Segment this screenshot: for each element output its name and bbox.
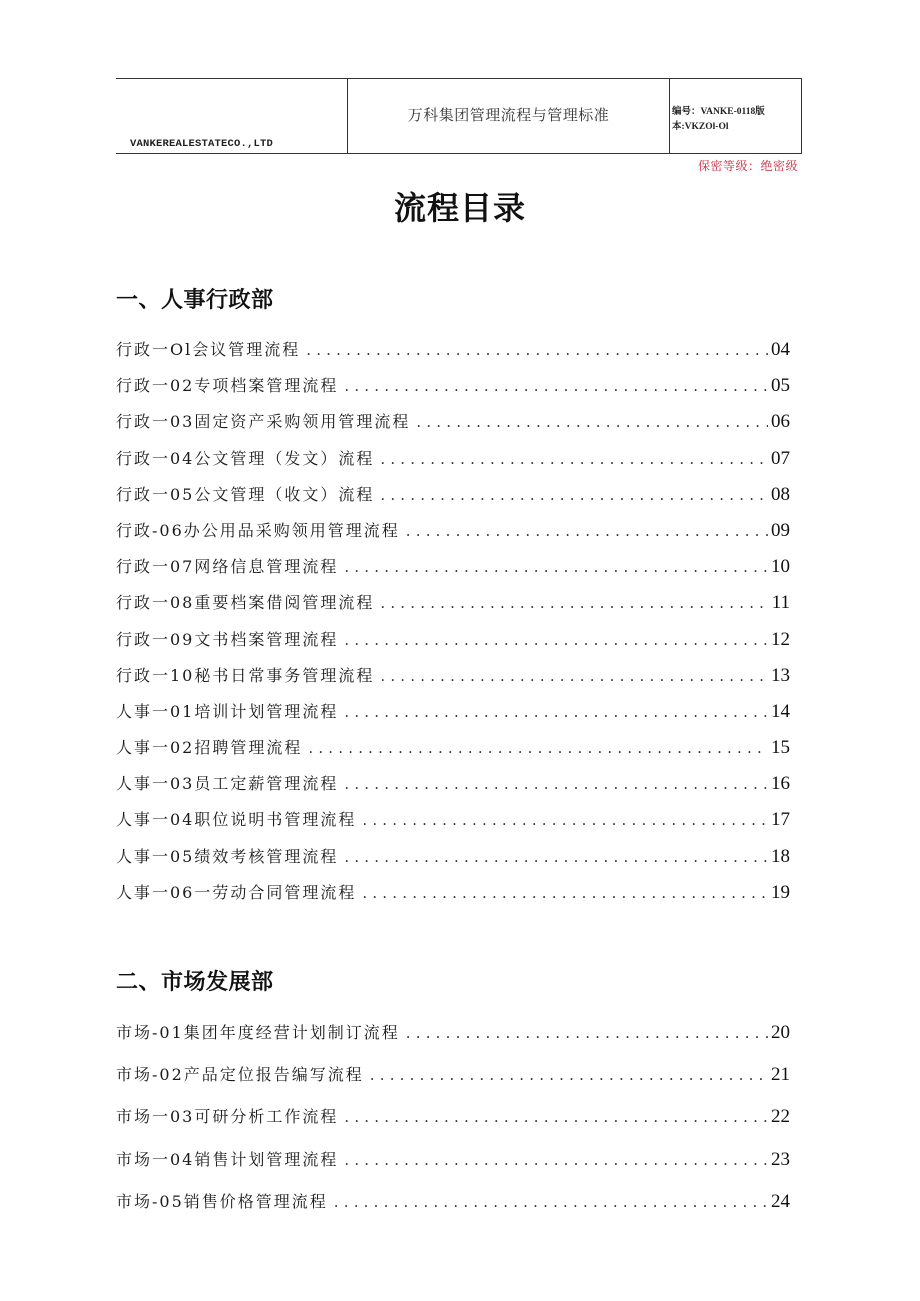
dot-leader	[344, 839, 768, 875]
toc-entry[interactable]	[116, 1012, 790, 1054]
toc-entry[interactable]	[116, 441, 790, 477]
toc-entry-label: 行政一04公文管理（发文）流程	[116, 448, 375, 468]
toc-entry-label: 行政一08重要档案借阅管理流程	[116, 593, 375, 613]
security-level: 保密等级：绝密级	[697, 159, 798, 173]
toc-entry-page: 10	[771, 556, 790, 578]
dot-leader	[380, 477, 768, 513]
dot-leader	[344, 766, 768, 802]
dot-leader	[362, 802, 768, 838]
section-hr-admin	[116, 286, 790, 911]
toc-entry-page: 19	[771, 881, 790, 903]
dot-leader	[344, 368, 768, 404]
dot-leader	[344, 1139, 768, 1181]
dot-leader	[406, 513, 768, 549]
toc-entry[interactable]	[116, 622, 790, 658]
title-cell	[347, 79, 670, 153]
company-name: VANKEREALESTATECO.,LTD	[130, 138, 274, 150]
toc-entry-label: 市场-05销售价格管理流程	[116, 1191, 328, 1211]
toc-entry-label: 行政一02专项档案管理流程	[116, 376, 339, 396]
toc-entry[interactable]	[116, 404, 790, 440]
toc-entry[interactable]	[116, 513, 790, 549]
toc-entry[interactable]	[116, 1181, 790, 1223]
dot-leader	[306, 332, 768, 368]
toc-entry-page: 08	[771, 483, 790, 505]
dot-leader	[380, 441, 768, 477]
toc-entry-page: 22	[771, 1106, 790, 1128]
dot-leader	[344, 1096, 768, 1138]
toc-entry-page: 11	[771, 592, 790, 614]
toc-entry-page: 05	[771, 375, 790, 397]
toc-entry-label: 市场一04销售计划管理流程	[116, 1149, 339, 1169]
toc-entry[interactable]	[116, 549, 790, 585]
dot-leader	[370, 1054, 768, 1096]
toc-entry-page: 17	[771, 809, 790, 831]
dot-leader	[406, 1012, 768, 1054]
dot-leader	[380, 585, 768, 621]
toc-entry-page: 20	[771, 1022, 790, 1043]
toc-entry-page: 24	[771, 1190, 790, 1212]
toc-entry-page: 07	[771, 447, 790, 469]
toc-entry-page: 18	[771, 845, 790, 867]
toc-entry-page: 09	[771, 519, 790, 541]
toc-entry-label: 行政一07网络信息管理流程	[116, 557, 339, 577]
toc-entry-label: 行政一10秘书日常事务管理流程	[116, 665, 375, 685]
toc-entry-page: 12	[771, 628, 790, 650]
dot-leader	[334, 1181, 768, 1223]
toc-entry-label: 人事一02招聘管理流程	[116, 738, 303, 758]
dot-leader	[344, 549, 768, 585]
toc-entry[interactable]	[116, 802, 790, 838]
toc-entry-label: 行政一03固定资产采购领用管理流程	[116, 412, 411, 432]
toc-entry[interactable]	[116, 658, 790, 694]
toc-entry-label: 行政-06办公用品采购领用管理流程	[116, 520, 400, 540]
meta-cell	[670, 79, 802, 153]
toc-entry[interactable]	[116, 766, 790, 802]
dot-leader	[362, 875, 768, 911]
toc-entry-label: 人事一01培训计划管理流程	[116, 701, 339, 721]
toc-entry[interactable]	[116, 585, 790, 621]
toc-entry-page: 04	[771, 339, 790, 360]
toc-entry-label: 行政一05公文管理（收文）流程	[116, 484, 375, 504]
toc-entry-label: 人事一05绩效考核管理流程	[116, 846, 339, 866]
toc-entry-label: 人事一04职位说明书管理流程	[116, 810, 357, 830]
toc-entry-label: 行政一09文书档案管理流程	[116, 629, 339, 649]
dot-leader	[380, 658, 768, 694]
toc-list	[116, 1012, 790, 1223]
dot-leader	[416, 404, 768, 440]
section-market-development	[116, 968, 790, 1223]
toc-entry[interactable]	[116, 332, 790, 368]
toc-entry[interactable]	[116, 1139, 790, 1181]
company-cell	[116, 79, 347, 153]
toc-list	[116, 332, 790, 911]
toc-entry-page: 14	[771, 700, 790, 722]
toc-entry-page: 13	[771, 664, 790, 686]
toc-entry-page: 15	[771, 737, 790, 759]
document-version: 本:VKZOl-Ol	[672, 122, 729, 132]
toc-entry[interactable]	[116, 1054, 790, 1096]
toc-entry-label: 行政一Ol会议管理流程	[116, 340, 301, 359]
dot-leader	[344, 622, 768, 658]
document-header	[116, 78, 802, 154]
toc-entry-label: 市场-01集团年度经营计划制订流程	[116, 1023, 400, 1042]
toc-entry-page: 06	[771, 411, 790, 433]
toc-entry-label: 市场一03可研分析工作流程	[116, 1107, 339, 1127]
document-title: 万科集团管理流程与管理标准	[407, 105, 610, 124]
section-heading: 一、人事行政部	[116, 288, 274, 313]
page-title: 流程目录	[393, 189, 526, 227]
toc-entry[interactable]	[116, 730, 790, 766]
toc-entry-page: 23	[771, 1148, 790, 1170]
toc-entry-page: 21	[771, 1064, 790, 1086]
toc-entry[interactable]	[116, 477, 790, 513]
dot-leader	[344, 694, 768, 730]
toc-entry-label: 人事一03员工定薪管理流程	[116, 774, 339, 794]
toc-entry-label: 人事一06一劳动合同管理流程	[116, 882, 357, 902]
dot-leader	[308, 730, 768, 766]
toc-entry[interactable]	[116, 875, 790, 911]
toc-entry[interactable]	[116, 839, 790, 875]
toc-entry[interactable]	[116, 1096, 790, 1138]
toc-entry[interactable]	[116, 694, 790, 730]
document-code: 编号：VANKE-0118版	[672, 107, 765, 117]
toc-entry-page: 16	[771, 773, 790, 795]
section-heading: 二、市场发展部	[116, 970, 274, 995]
toc-entry[interactable]	[116, 368, 790, 404]
toc-entry-label: 市场-02产品定位报告编写流程	[116, 1065, 364, 1085]
